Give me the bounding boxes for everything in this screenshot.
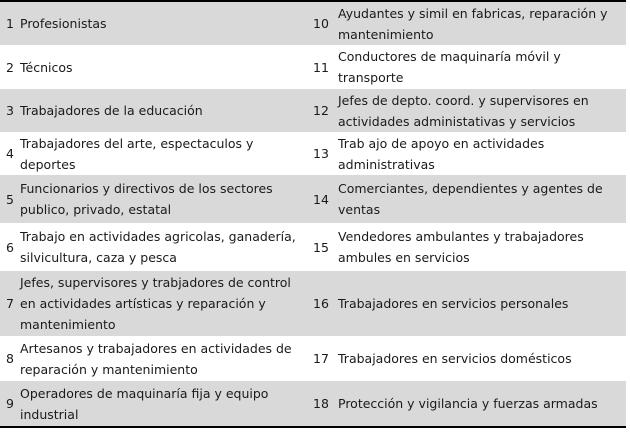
table-row [0, 132, 626, 175]
occupation-label: Jefes de depto. coord. y supervisores en actividades administativas y servicios [338, 92, 589, 129]
occupation-label: Profesionistas [20, 16, 107, 31]
occupation-label: Trabajadores en servicios domésticos [338, 351, 572, 366]
row-number: 6 [6, 239, 14, 255]
occupation-label: Artesanos y trabajadores en actividades de reparación y mantenimiento [20, 340, 292, 377]
row-number: 9 [6, 396, 14, 411]
occupation-label: Trabajadores de la educación [20, 103, 203, 118]
row-number: 8 [6, 351, 14, 366]
occupation-label: Jefes, supervisores y trabjadores de control en actividades artísticas y reparación y mantenimiento [20, 275, 291, 332]
row-number: 4 [6, 146, 14, 161]
occupation-label: Trabajadores en servicios personales [338, 296, 569, 311]
table-row [0, 336, 626, 381]
row-number: 13 [313, 146, 329, 161]
table-row [0, 271, 626, 336]
occupation-label: Operadores de maquinaría fija y equipo industrial [20, 385, 269, 422]
row-number: 2 [6, 59, 14, 75]
occupation-label: Funcionarios y directivos de los sectores publico, privado, estatal [20, 181, 273, 217]
row-number: 10 [313, 16, 329, 31]
row-number: 18 [313, 396, 329, 411]
bottom-rule [0, 426, 626, 428]
table-row [0, 2, 626, 45]
row-number: 16 [313, 296, 329, 311]
table-row [0, 381, 626, 426]
occupation-label: Técnicos [20, 59, 73, 75]
table-row [0, 223, 626, 271]
row-number: 11 [313, 59, 329, 75]
table-row [0, 45, 626, 89]
table-row [0, 89, 626, 132]
occupation-label: Trab ajo de apoyo en actividades administrativas [338, 135, 545, 172]
row-number: 14 [313, 191, 329, 207]
row-number: 1 [6, 16, 14, 31]
occupation-label: Conductores de maquinaría móvil y transporte [338, 49, 561, 85]
row-number: 17 [313, 351, 329, 366]
occupation-label: Trabajadores del arte, espectaculos y deportes [20, 135, 254, 172]
table-row [0, 175, 626, 223]
row-number: 12 [313, 103, 329, 118]
row-number: 15 [313, 239, 329, 255]
occupation-label: Trabajo en actividades agricolas, ganadería, silvicultura, caza y pesca [20, 229, 296, 265]
row-number: 5 [6, 191, 14, 207]
occupation-label: Vendedores ambulantes y trabajadores ambules en servicios [338, 229, 584, 265]
row-number: 3 [6, 103, 14, 118]
row-number: 7 [6, 296, 14, 311]
occupation-label: Ayudantes y simil en fabricas, reparación y mantenimiento [338, 5, 608, 42]
occupation-label: Comerciantes, dependientes y agentes de ventas [338, 181, 603, 217]
occupation-label: Protección y vigilancia y fuerzas armadas [338, 396, 598, 411]
